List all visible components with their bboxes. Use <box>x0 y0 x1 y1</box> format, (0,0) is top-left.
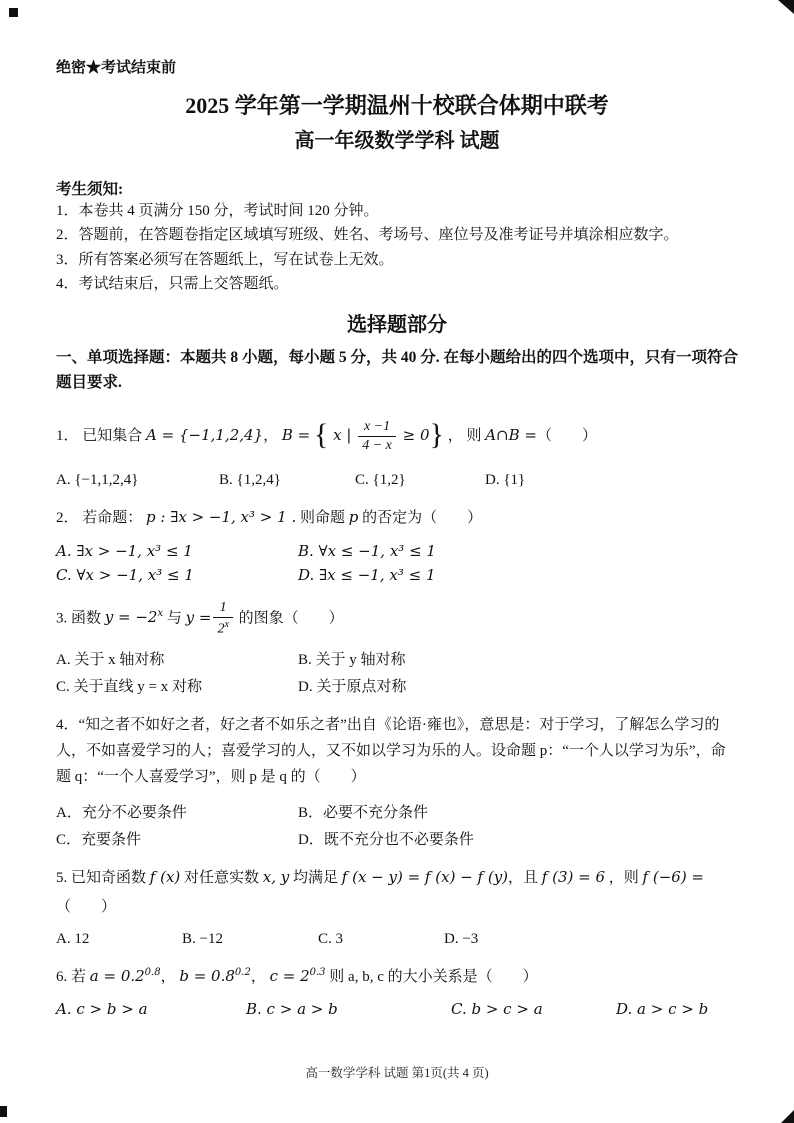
section-title: 选择题部分 <box>347 314 447 337</box>
q1-option-c: C. {1,2} <box>355 472 406 489</box>
q1-option-b: B. {1,2,4} <box>219 472 281 489</box>
q1-fraction-denominator: 4 − x <box>362 438 392 454</box>
q6-b-base: b = 0.8 <box>179 966 235 985</box>
q2-p-symbol: p <box>348 508 359 527</box>
q5-option-d: D. −3 <box>444 930 479 947</box>
question-6 <box>56 964 738 991</box>
q3-option-d: D. 关于原点对称 <box>298 678 407 695</box>
q6-sep1: ， <box>160 968 180 985</box>
q6-options <box>56 1000 738 1018</box>
q6-b-exponent: 0.2 <box>234 966 251 978</box>
q4-option-a: A．充分不必要条件 <box>56 804 187 821</box>
notice-item-1: 1．本卷共 4 页满分 150 分，考试时间 120 分钟。 <box>56 203 379 219</box>
q5-mid2: 均满足 <box>289 869 342 886</box>
q3-option-b: B. 关于 y 轴对称 <box>298 651 406 668</box>
notice-item-4: 4．考试结束后，只需上交答题纸。 <box>56 275 289 292</box>
q2-options-row1 <box>56 542 738 560</box>
q3-lead-text: 3. 函数 <box>56 610 105 627</box>
notice-item-2: 2．答题前，在答题卷指定区域填写班级、姓名、考场号、座位号及准考证号并填涂相应数字。 <box>56 227 679 244</box>
section-instruction: 一、单项选择题：本题共 8 小题，每小题 5 分，共 40 分. 在每小题给出的四个选项中，只有一项符合题目要求. <box>56 349 739 392</box>
q1-then-text: ， 则 <box>447 428 486 445</box>
q6-option-b: B. c > a > b <box>246 1000 338 1018</box>
q5-option-c: C. 3 <box>318 930 344 947</box>
q6-lead-text: 6. 若 <box>56 968 90 985</box>
q6-tail-text: 则 a, b, c 的大小关系是（ ） <box>325 968 538 985</box>
q6-c-value <box>270 967 326 985</box>
q3-option-a: A. 关于 x 轴对称 <box>56 651 165 668</box>
q1-fraction <box>358 419 396 454</box>
q2-option-b: B. ∀x ≤ −1, x³ ≤ 1 <box>298 541 436 560</box>
exam-subtitle: 高一年级数学学科 试题 <box>294 130 500 152</box>
q5-answer-blank: （ ） <box>56 899 117 915</box>
scan-mark-bottom-right <box>781 1110 794 1123</box>
q2-option-a: A. ∃x > −1, x³ ≤ 1 <box>56 541 193 560</box>
q1-option-a: A. {−1,1,2,4} <box>56 472 139 489</box>
q3-den-exponent: x <box>224 619 229 630</box>
q5-fneg6: f (−6) = <box>642 867 705 886</box>
q1-intersection: A∩B = <box>485 426 537 445</box>
q1-set-b-equals: B = <box>281 426 311 445</box>
q2-mid-text: 则命题 <box>296 510 349 527</box>
q1-option-d: D. {1} <box>485 472 526 489</box>
q3-tail-text: 的图象（ ） <box>234 610 344 627</box>
q5-fx: f (x) <box>149 867 181 886</box>
page-footer: 高一数学学科 试题 第1页(共 4 页) <box>305 1066 489 1080</box>
q3-den-base: 2 <box>217 621 225 637</box>
q1-answer-blank: （ ） <box>536 428 597 445</box>
q3-option-c: C. 关于直线 y = x 对称 <box>56 678 202 695</box>
q2-proposition: p : ∃x > −1, x³ > 1 . <box>146 508 297 527</box>
secrecy-label: 绝密★考试结束前 <box>56 60 177 76</box>
q3-fraction-denominator <box>213 618 232 638</box>
scan-mark-bottom-left <box>0 1106 7 1117</box>
scan-mark-top-left <box>9 8 18 17</box>
q4-options-row2 <box>56 828 738 849</box>
q6-b-value <box>179 967 250 985</box>
q6-c-exponent: 0.3 <box>309 966 326 978</box>
q3-fraction-numerator: 1 <box>213 600 232 618</box>
q3-and-text: 与 <box>163 610 186 627</box>
q4-options-row1 <box>56 801 738 822</box>
q6-a-exponent: 0.8 <box>144 966 161 978</box>
exam-title: 2025 学年第一学期温州十校联合体期中联考 <box>185 93 609 118</box>
q1-separator: ， <box>263 428 282 445</box>
q5-functional-equation: f (x − y) = f (x) − f (y) <box>341 867 509 886</box>
question-5 <box>56 865 738 921</box>
q5-options <box>56 931 738 948</box>
q3-func1-exponent: x <box>157 608 164 620</box>
q3-func2-equals: y = <box>185 608 212 627</box>
q6-option-d: D. a > c > b <box>616 1000 709 1018</box>
q1-lead-text: 1． 已知集合 <box>56 428 147 445</box>
q4-option-c: C．充要条件 <box>56 831 142 848</box>
q6-a-base: a = 0.2 <box>89 966 145 985</box>
q3-fraction <box>213 600 232 638</box>
q6-c-base: c = 2 <box>269 966 310 985</box>
q1-options <box>56 472 738 489</box>
q2-tail-text: 的否定为（ ） <box>358 510 483 527</box>
q4-option-b: B．必要不充分条件 <box>298 804 429 821</box>
q6-sep2: ， <box>250 968 270 985</box>
question-1 <box>56 411 738 462</box>
q2-options-row2 <box>56 566 738 584</box>
question-3 <box>56 600 738 638</box>
q5-mid3: ，且 <box>508 869 542 886</box>
q5-mid4: ，则 <box>605 869 643 886</box>
q6-option-c: C. b > c > a <box>451 1000 543 1018</box>
q1-right-brace: } <box>429 418 444 452</box>
q1-fraction-numerator: x −1 <box>358 419 396 437</box>
q2-option-c: C. ∀x > −1, x³ ≤ 1 <box>56 565 194 584</box>
question-4: 4．“知之者不如好之者，好之者不如乐之者”出自《论语·雍也》，意思是：对于学习，了解怎么学习的人，不如喜爱学习的人；喜爱学习的人，又不如以学习为乐的人。设命题 p：“一个人以学习为乐”，命题 q：“一个人喜爱学习”，则 p 是 q 的（ ） <box>56 716 726 786</box>
q6-option-a: A. c > b > a <box>56 1000 148 1018</box>
q2-lead-text: 2． 若命题： <box>56 510 147 527</box>
question-2 <box>56 505 738 532</box>
q3-options-row2 <box>56 675 738 696</box>
scan-mark-top-right <box>778 0 794 14</box>
q1-left-brace: { <box>313 418 329 452</box>
q5-xy: x, y <box>262 867 290 886</box>
q3-func1-base: y = −2 <box>104 608 158 627</box>
q5-f3: f (3) = 6 <box>541 867 606 886</box>
q3-func1 <box>105 608 163 626</box>
q5-option-a: A. 12 <box>56 930 90 947</box>
q1-set-a: A = {−1,1,2,4} <box>146 426 264 445</box>
notice-heading: 考生须知: <box>56 181 124 198</box>
q5-lead-text: 5. 已知奇函数 <box>56 869 150 886</box>
notice-section <box>56 177 738 296</box>
q3-options-row1 <box>56 648 738 669</box>
notice-item-3: 3．所有答案必须写在答题纸上，写在试卷上无效。 <box>56 251 394 268</box>
q2-option-d: D. ∃x ≤ −1, x³ ≤ 1 <box>298 565 436 584</box>
q1-inequality: ≥ 0 <box>397 426 430 445</box>
q5-option-b: B. −12 <box>182 930 223 947</box>
q6-a-value <box>90 967 161 985</box>
q4-option-d: D．既不充分也不必要条件 <box>298 831 474 848</box>
q1-set-builder-var: x | <box>328 426 357 445</box>
q5-mid1: 对任意实数 <box>180 869 263 886</box>
